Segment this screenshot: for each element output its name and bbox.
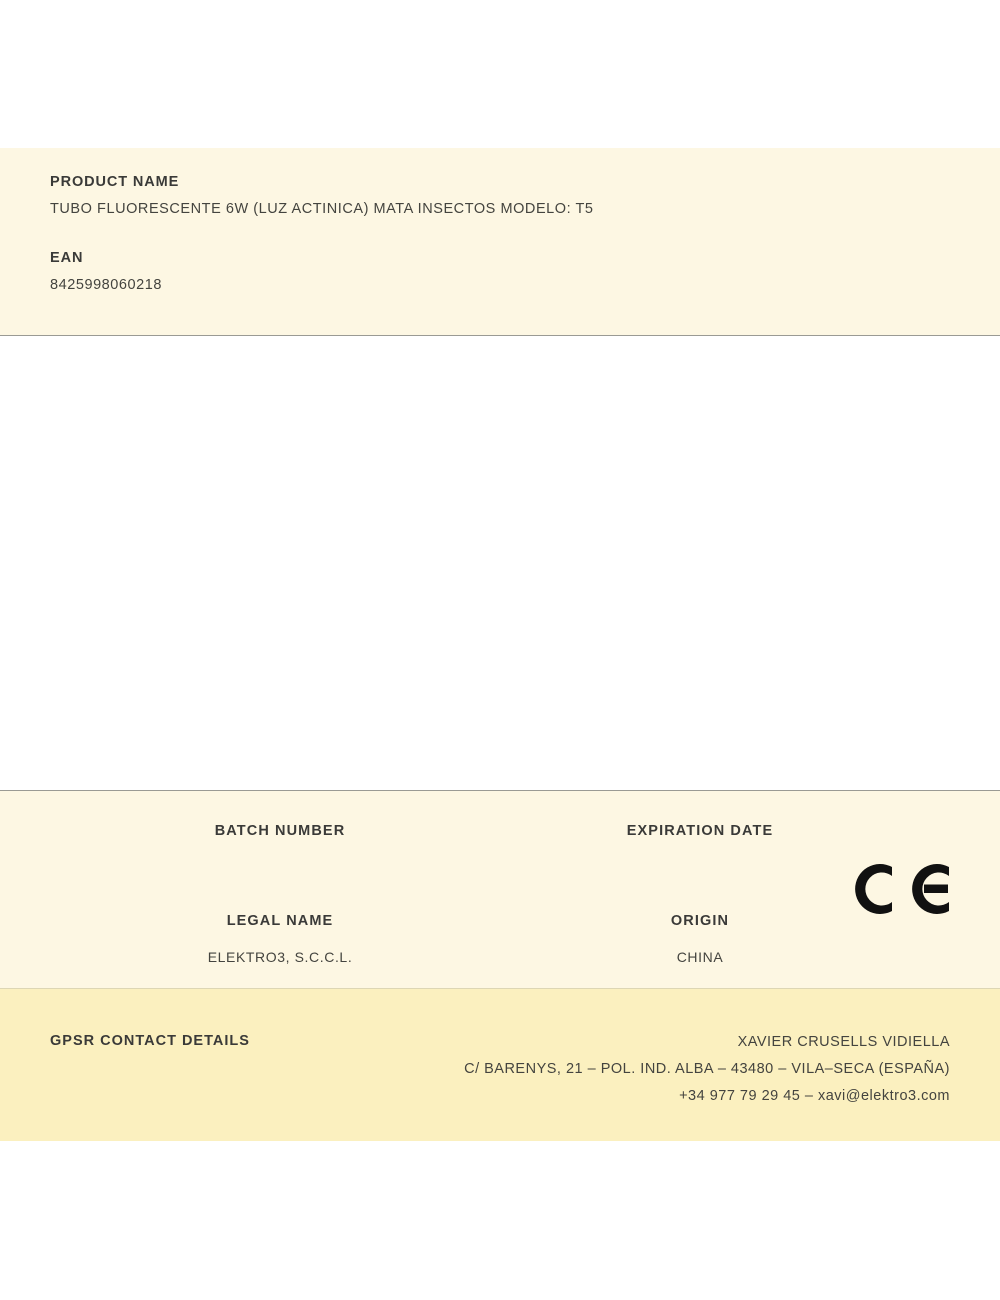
expiration-date-value <box>560 859 840 875</box>
legal-name-group <box>0 913 560 965</box>
gpsr-contact-name: XAVIER CRUSELLS VIDIELLA <box>737 1034 950 1050</box>
product-name-label: PRODUCT NAME <box>50 174 180 190</box>
legal-name-value: ELEKTRO3, S.C.C.L. <box>207 949 353 965</box>
batch-number-label: BATCH NUMBER <box>214 823 346 839</box>
batch-number-value <box>0 859 560 875</box>
legal-name-label: LEGAL NAME <box>226 913 334 929</box>
gpsr-contact-label: GPSR CONTACT DETAILS <box>50 1033 250 1049</box>
expiration-date-label: EXPIRATION DATE <box>626 823 774 839</box>
product-name-value: TUBO FLUORESCENTE 6W (LUZ ACTINICA) MATA INSECTOS MODELO: T5 <box>50 201 594 217</box>
origin-label: ORIGIN <box>670 913 730 929</box>
expiration-date-group <box>560 823 840 875</box>
gpsr-contact-details <box>464 1029 950 1110</box>
product-info-block <box>0 148 1000 336</box>
ce-marking-icon <box>855 858 951 920</box>
origin-value: CHINA <box>676 949 724 965</box>
ean-label: EAN <box>50 250 84 266</box>
origin-group <box>560 913 840 965</box>
product-info-inner <box>0 148 1000 293</box>
batch-expiration-row <box>0 823 1000 875</box>
ean-value: 8425998060218 <box>50 277 162 293</box>
blank-content-area <box>0 336 1000 790</box>
gpsr-contact-address: C/ BARENYS, 21 – POL. IND. ALBA – 43480 – VILA–SECA (ESPAÑA) <box>464 1061 950 1077</box>
batch-origin-block <box>0 790 1000 989</box>
ean-group <box>50 250 950 293</box>
legal-origin-row <box>0 913 1000 965</box>
gpsr-contact-phone-email: +34 977 79 29 45 – xavi@elektro3.com <box>679 1088 950 1104</box>
batch-number-group <box>0 823 560 875</box>
gpsr-contact-block <box>0 989 1000 1141</box>
